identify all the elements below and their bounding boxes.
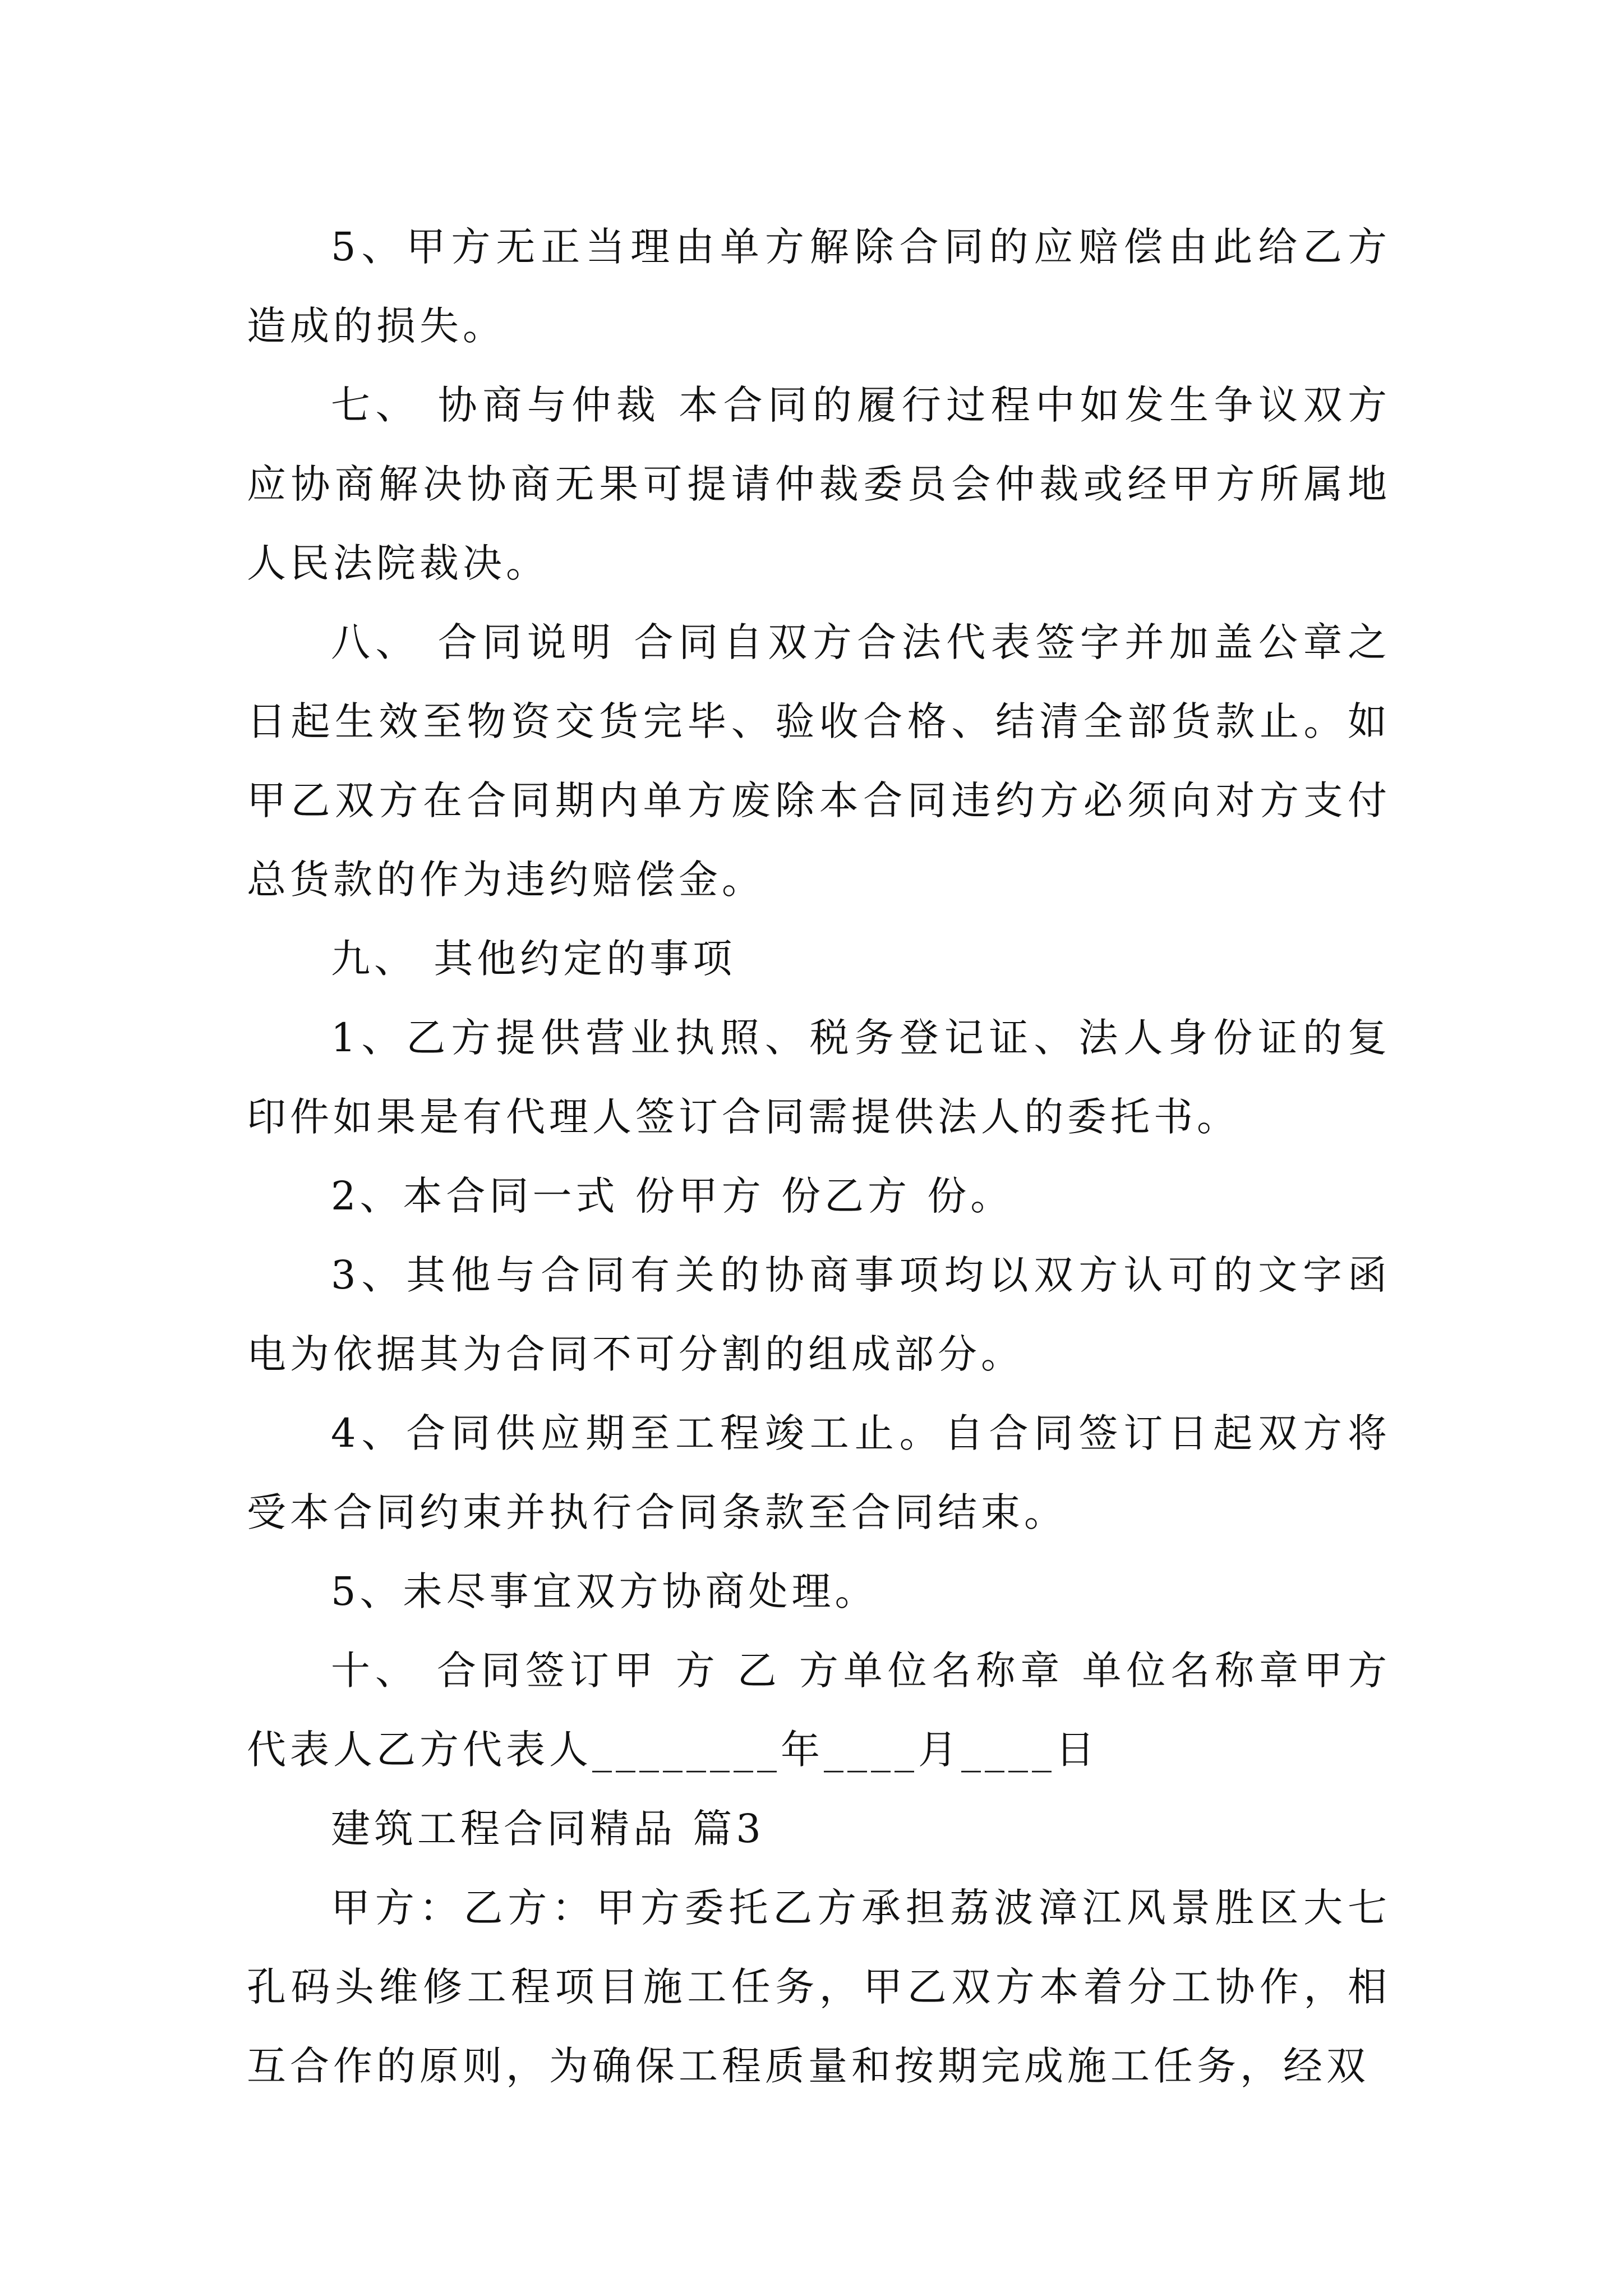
paragraph-item-5-unresolved: 5、未尽事宜双方协商处理。 bbox=[331, 1568, 878, 1614]
paragraph-part-3-intro: 甲方：乙方：甲方委托乙方承担荔波漳江风景胜区大七孔码头维修工程项目施工任务，甲乙双方本着分工协作，相互合作的原则，为确保工程质量和按期完成施工任务，经双 bbox=[247, 1885, 1391, 2089]
paragraph-item-4-supply-period: 4、合同供应期至工程竣工止。自合同签订日起双方将受本合同约束并执行合同条款至合同结束。 bbox=[247, 1410, 1391, 1535]
paragraph-article-7-arbitration: 七、 协商与仲裁 本合同的履行过程中如发生争议双方应协商解决协商无果可提请仲裁委员会仲裁或经甲方所属地人民法院裁决。 bbox=[247, 382, 1391, 586]
paragraph-article-10-signing: 十、 合同签订甲 方 乙 方单位名称章 单位名称章甲方代表人乙方代表人________年____月____日 bbox=[247, 1648, 1391, 1773]
paragraph-item-2-copies: 2、本合同一式 份甲方 份乙方 份。 bbox=[331, 1173, 1014, 1219]
paragraph-item-1-documents: 1、乙方提供营业执照、税务登记证、法人身份证的复印件如果是有代理人签订合同需提供法人的委托书。 bbox=[247, 1015, 1391, 1140]
document-body bbox=[247, 208, 1391, 2106]
paragraph-item-3-other-matters: 3、其他与合同有关的协商事项均以双方认可的文字函电为依据其为合同不可分割的组成部分。 bbox=[247, 1252, 1391, 1377]
paragraph-article-9-heading: 九、 其他约定的事项 bbox=[331, 936, 736, 982]
section-heading-part-3: 建筑工程合同精品 篇3 bbox=[331, 1806, 765, 1852]
paragraph-clause-5-compensation: 5、甲方无正当理由单方解除合同的应赔偿由此给乙方造成的损失。 bbox=[247, 224, 1391, 349]
paragraph-article-8-contract-notes: 八、 合同说明 合同自双方合法代表签字并加盖公章之日起生效至物资交货完毕、验收合格、结清全部货款止。如甲乙双方在合同期内单方废除本合同违约方必须向对方支付总货款的作为违约赔偿金。 bbox=[247, 619, 1391, 903]
